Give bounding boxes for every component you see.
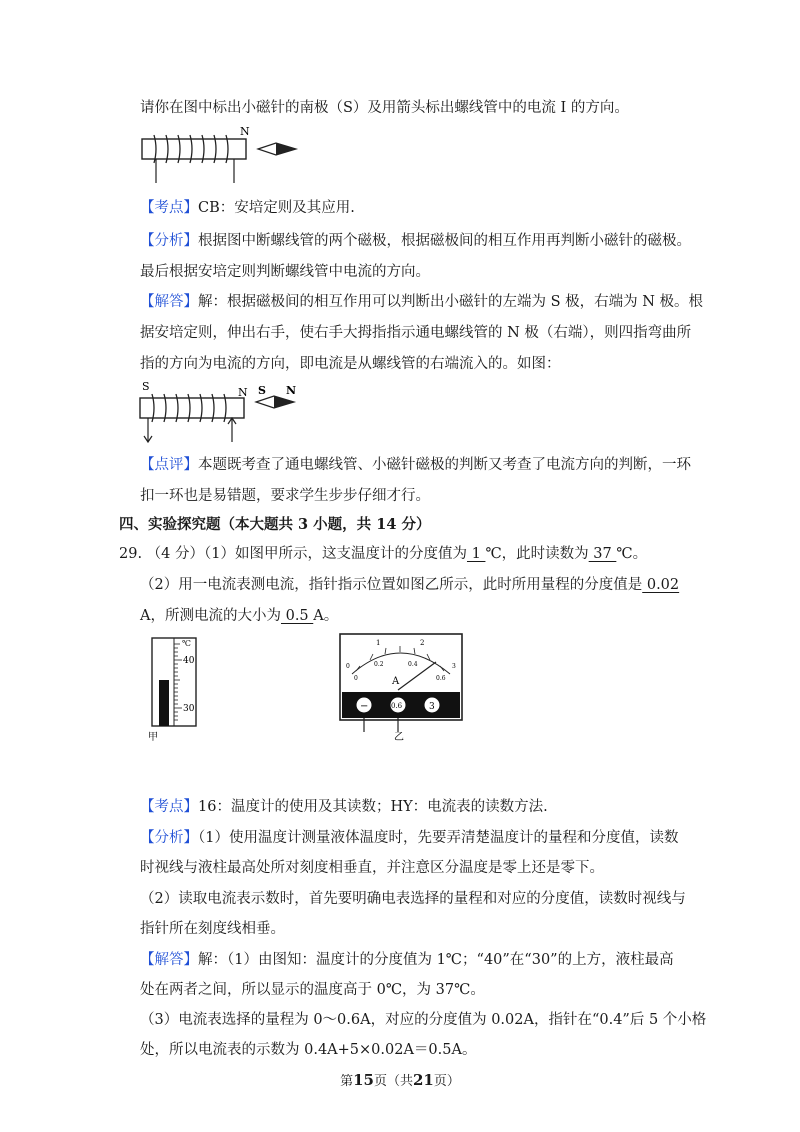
- kaodian-29: [140, 797, 548, 817]
- fenxi-28-line1: [140, 231, 691, 251]
- q29-line2-prefix: （2）用一电流表测电流，指针指示位置如图乙所示，此时所用量程的分度值是: [140, 577, 643, 593]
- footer-total-pages: 21: [413, 1071, 434, 1089]
- fenxi-text: 根据图中断螺线管的两个磁极，根据磁极间的相互作用再判断小磁针的磁极。: [198, 233, 691, 249]
- jieda-28-line2: 据安培定则，伸出右手，使右手大拇指指示通电螺线管的 N 极（右端），则四指弯曲所: [140, 325, 692, 341]
- page-footer: [0, 1070, 800, 1089]
- kaodian-text: CB：安培定则及其应用.: [198, 200, 355, 216]
- solenoid-figure-1: [136, 125, 306, 185]
- fenxi-28-line2: 最后根据安培定则判断螺线管中电流的方向。: [140, 264, 430, 280]
- fenxi-tag: 【分析】: [140, 830, 198, 846]
- jieda-28-line3: 指的方向为电流的方向，即电流是从螺线管的右端流入的。如图：: [140, 356, 561, 372]
- ammeter-caption: 乙: [394, 732, 404, 742]
- q28-intro: 请你在图中标出小磁针的南极（S）及用箭头标出螺线管中的电流 I 的方向。: [140, 100, 629, 116]
- thermo-30: 30: [183, 704, 195, 714]
- fig2-s-label: S: [142, 380, 150, 393]
- fenxi-29-line3: （2）读取电流表示数时，首先要明确电表选择的量程和对应的分度值，读数时视线与: [140, 891, 686, 907]
- footer-prefix: 第: [340, 1074, 354, 1089]
- footer-page-number: 15: [353, 1071, 374, 1089]
- fenxi-29-line2: 时视线与液柱最高处所对刻度相垂直，并注意区分温度是零上还是零下。: [140, 860, 604, 876]
- jieda-29-line4: 处，所以电流表的示数为 0.4A+5×0.02A＝0.5A。: [140, 1042, 477, 1058]
- fenxi-29-line4: 指针所在刻度线相垂。: [140, 921, 285, 937]
- ammeter-scale-bottom-1: 0.2: [374, 661, 384, 668]
- needle-n-label: N: [286, 384, 297, 397]
- answer-3: 0.02: [642, 577, 680, 593]
- thermometer-figure: [140, 636, 220, 742]
- section-title: 四、实验探究题（本大题共 3 小题，共 14 分）: [119, 516, 431, 533]
- q29-line3: [140, 606, 338, 626]
- kaodian-28: [140, 198, 355, 218]
- fenxi-29-line1: [140, 828, 678, 848]
- thermo-caption: 甲: [148, 732, 158, 742]
- terminal-0-6: 0.6: [391, 702, 403, 710]
- ammeter-scale-bottom-3: 0.6: [436, 675, 446, 682]
- jieda-28-line1: [140, 292, 703, 312]
- kaodian-text: 16：温度计的使用及其读数；HY：电流表的读数方法.: [198, 799, 548, 815]
- ammeter-unit: A: [392, 676, 400, 687]
- answer-1: 1: [466, 546, 486, 562]
- answer-2: 37: [588, 546, 617, 562]
- terminal-negative: −: [360, 701, 369, 712]
- jieda-tag: 【解答】: [140, 952, 198, 968]
- ammeter-scale-top-2: 2: [420, 639, 425, 647]
- dianping-28-line2: 扣一环也是易错题，要求学生步步仔细才行。: [140, 488, 430, 504]
- terminal-3: 3: [429, 702, 435, 712]
- q29-suffix: ℃。: [616, 546, 648, 562]
- ammeter-scale-top-1: 1: [376, 639, 381, 647]
- jieda-29-line2: 处在两者之间，所以显示的温度高于 0℃，为 37℃。: [140, 982, 485, 998]
- jieda-29-line1: [140, 950, 674, 970]
- thermo-40: 40: [183, 656, 195, 666]
- footer-suffix: 页）: [433, 1074, 460, 1089]
- kaodian-tag: 【考点】: [140, 799, 198, 815]
- q29-line1: [119, 544, 647, 564]
- answer-4: 0.5: [280, 608, 314, 624]
- fenxi-text: （1）使用温度计测量液体温度时，先要弄清楚温度计的量程和分度值，读数: [198, 830, 679, 846]
- ammeter-end: 3: [452, 663, 456, 670]
- needle-s-label: S: [258, 384, 266, 397]
- dianping-28-line1: [140, 455, 691, 475]
- thermo-unit: ℃: [182, 639, 191, 648]
- jieda-text: 解：根据磁极间的相互作用可以判断出小磁针的左端为 S 极，右端为 N 极。根: [198, 294, 704, 310]
- jieda-tag: 【解答】: [140, 294, 198, 310]
- q29-prefix: 29. （4 分）（1）如图甲所示，这支温度计的分度值为: [119, 546, 467, 562]
- ammeter-zero: 0: [346, 663, 350, 670]
- solenoid-figure-2: [134, 378, 314, 446]
- q29-line2: [140, 575, 679, 595]
- footer-mid: 页（共: [373, 1074, 413, 1089]
- q29-mid: ℃，此时读数为: [485, 546, 589, 562]
- fig1-n-label: N: [240, 125, 250, 138]
- q29-line3-a: A，所测电流的大小为: [140, 608, 281, 624]
- jieda-29-line3: （3）电流表选择的量程为 0～0.6A，对应的分度值为 0.02A，指针在“0.4”后 5 个小格: [140, 1012, 707, 1028]
- dianping-tag: 【点评】: [140, 457, 198, 473]
- ammeter-scale-bottom-0: 0: [354, 675, 358, 682]
- fig2-n-label: N: [238, 386, 248, 399]
- dianping-text: 本题既考查了通电螺线管、小磁针磁极的判断又考查了电流方向的判断，一环: [198, 457, 691, 473]
- q29-line3-b: A。: [313, 608, 339, 624]
- jieda-text: 解：（1）由图知：温度计的分度值为 1℃；“40”在“30”的上方，液柱最高: [198, 952, 674, 968]
- kaodian-tag: 【考点】: [140, 200, 198, 216]
- ammeter-figure: [338, 632, 468, 742]
- fenxi-tag: 【分析】: [140, 233, 198, 249]
- ammeter-scale-bottom-2: 0.4: [408, 661, 418, 668]
